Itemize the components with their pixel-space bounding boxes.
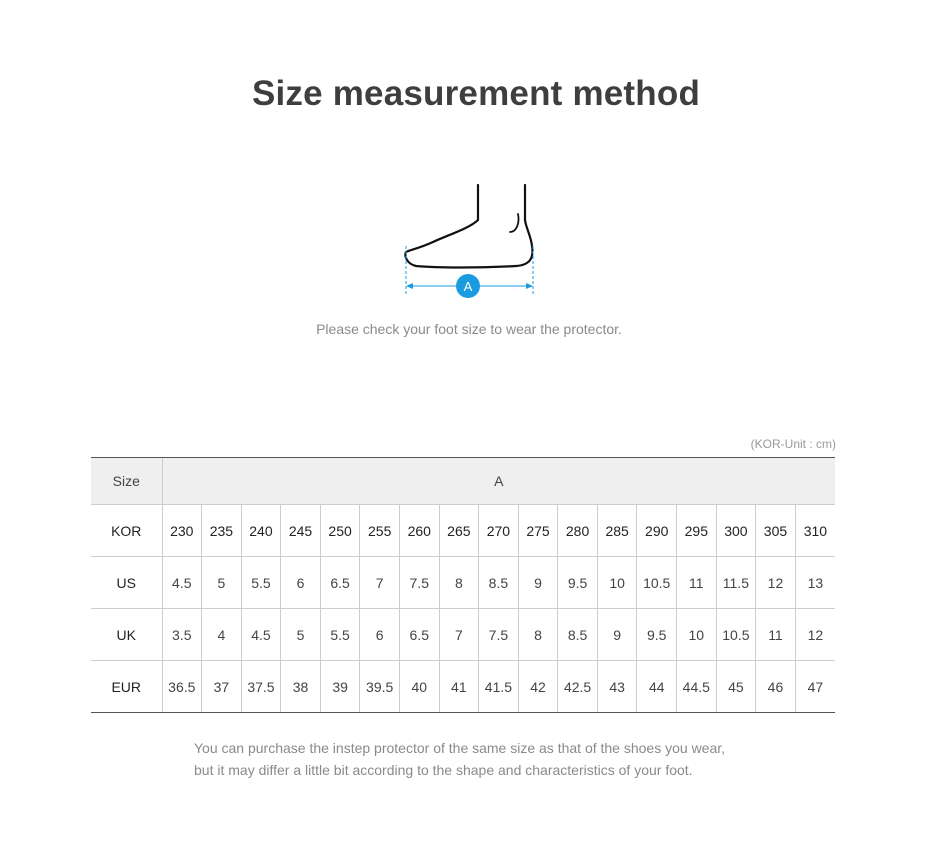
size-cell: 6 [360, 609, 400, 661]
size-cell: 37.5 [241, 661, 281, 713]
size-cell: 12 [756, 557, 796, 609]
size-cell: 245 [281, 505, 321, 557]
size-cell: 7 [439, 609, 479, 661]
size-cell: 4 [202, 609, 242, 661]
size-cell: 44 [637, 661, 677, 713]
table-row [91, 661, 835, 713]
table-row [91, 557, 835, 609]
size-cell: 9.5 [637, 609, 677, 661]
size-cell: 9 [518, 557, 558, 609]
size-cell: 4.5 [162, 557, 202, 609]
size-cell: 11.5 [716, 557, 756, 609]
size-cell: 43 [597, 661, 637, 713]
size-cell: 285 [597, 505, 637, 557]
bottom-note-line-2: but it may differ a little bit according to the shape and characteristics of your foot. [194, 762, 693, 778]
size-cell: 5 [202, 557, 242, 609]
size-cell: 7.5 [399, 557, 439, 609]
page-title: Size measurement method [251, 74, 701, 113]
size-cell: 11 [677, 557, 717, 609]
size-cell: 41.5 [479, 661, 519, 713]
size-cell: 260 [399, 505, 439, 557]
corner-label: Size [91, 458, 162, 505]
row-label: KOR [91, 505, 162, 557]
size-cell: 38 [281, 661, 321, 713]
size-cell: 300 [716, 505, 756, 557]
size-cell: 12 [795, 609, 835, 661]
size-cell: 230 [162, 505, 202, 557]
size-cell: 42.5 [558, 661, 598, 713]
size-cell: 8.5 [558, 609, 598, 661]
foot-caption: Please check your foot size to wear the protector. [316, 321, 622, 337]
measure-marker-label: A [463, 279, 473, 294]
size-cell: 46 [756, 661, 796, 713]
table-row [91, 609, 835, 661]
size-cell: 4.5 [241, 609, 281, 661]
size-cell: 47 [795, 661, 835, 713]
bottom-note-line-1: You can purchase the instep protector of the same size as that of the shoes you wear, [194, 740, 726, 756]
size-cell: 44.5 [677, 661, 717, 713]
size-cell: 240 [241, 505, 281, 557]
size-cell: 8 [439, 557, 479, 609]
size-cell: 3.5 [162, 609, 202, 661]
row-label: US [91, 557, 162, 609]
size-cell: 9.5 [558, 557, 598, 609]
size-cell: 5.5 [241, 557, 281, 609]
size-cell: 5.5 [320, 609, 360, 661]
size-cell: 265 [439, 505, 479, 557]
size-cell: 5 [281, 609, 321, 661]
size-cell: 6 [281, 557, 321, 609]
foot-ankle-line [510, 214, 519, 232]
bottom-note [194, 737, 814, 781]
size-cell: 41 [439, 661, 479, 713]
size-cell: 305 [756, 505, 796, 557]
measure-arrow-left-head [406, 283, 413, 289]
size-cell: 7.5 [479, 609, 519, 661]
size-cell: 250 [320, 505, 360, 557]
row-label: EUR [91, 661, 162, 713]
size-chart-table [91, 457, 835, 713]
size-cell: 10 [677, 609, 717, 661]
size-cell: 45 [716, 661, 756, 713]
unit-note: (KOR-Unit : cm) [750, 437, 836, 451]
row-label: UK [91, 609, 162, 661]
size-cell: 39 [320, 661, 360, 713]
size-cell: 7 [360, 557, 400, 609]
size-cell: 295 [677, 505, 717, 557]
size-cell: 40 [399, 661, 439, 713]
size-cell: 36.5 [162, 661, 202, 713]
size-cell: 290 [637, 505, 677, 557]
size-cell: 10.5 [637, 557, 677, 609]
table-row [91, 505, 835, 557]
size-cell: 270 [479, 505, 519, 557]
size-cell: 42 [518, 661, 558, 713]
group-label: A [162, 458, 835, 505]
size-cell: 255 [360, 505, 400, 557]
size-cell: 235 [202, 505, 242, 557]
size-cell: 8.5 [479, 557, 519, 609]
size-cell: 37 [202, 661, 242, 713]
size-cell: 8 [518, 609, 558, 661]
size-cell: 280 [558, 505, 598, 557]
size-cell: 275 [518, 505, 558, 557]
size-cell: 10.5 [716, 609, 756, 661]
foot-leg-front-line [405, 185, 532, 268]
table-header-row [91, 458, 835, 505]
size-cell: 310 [795, 505, 835, 557]
foot-outline-icon [398, 180, 542, 300]
size-cell: 9 [597, 609, 637, 661]
size-cell: 6.5 [320, 557, 360, 609]
size-cell: 6.5 [399, 609, 439, 661]
size-cell: 10 [597, 557, 637, 609]
measure-arrow-right-head [526, 283, 533, 289]
size-cell: 11 [756, 609, 796, 661]
size-cell: 39.5 [360, 661, 400, 713]
size-cell: 13 [795, 557, 835, 609]
